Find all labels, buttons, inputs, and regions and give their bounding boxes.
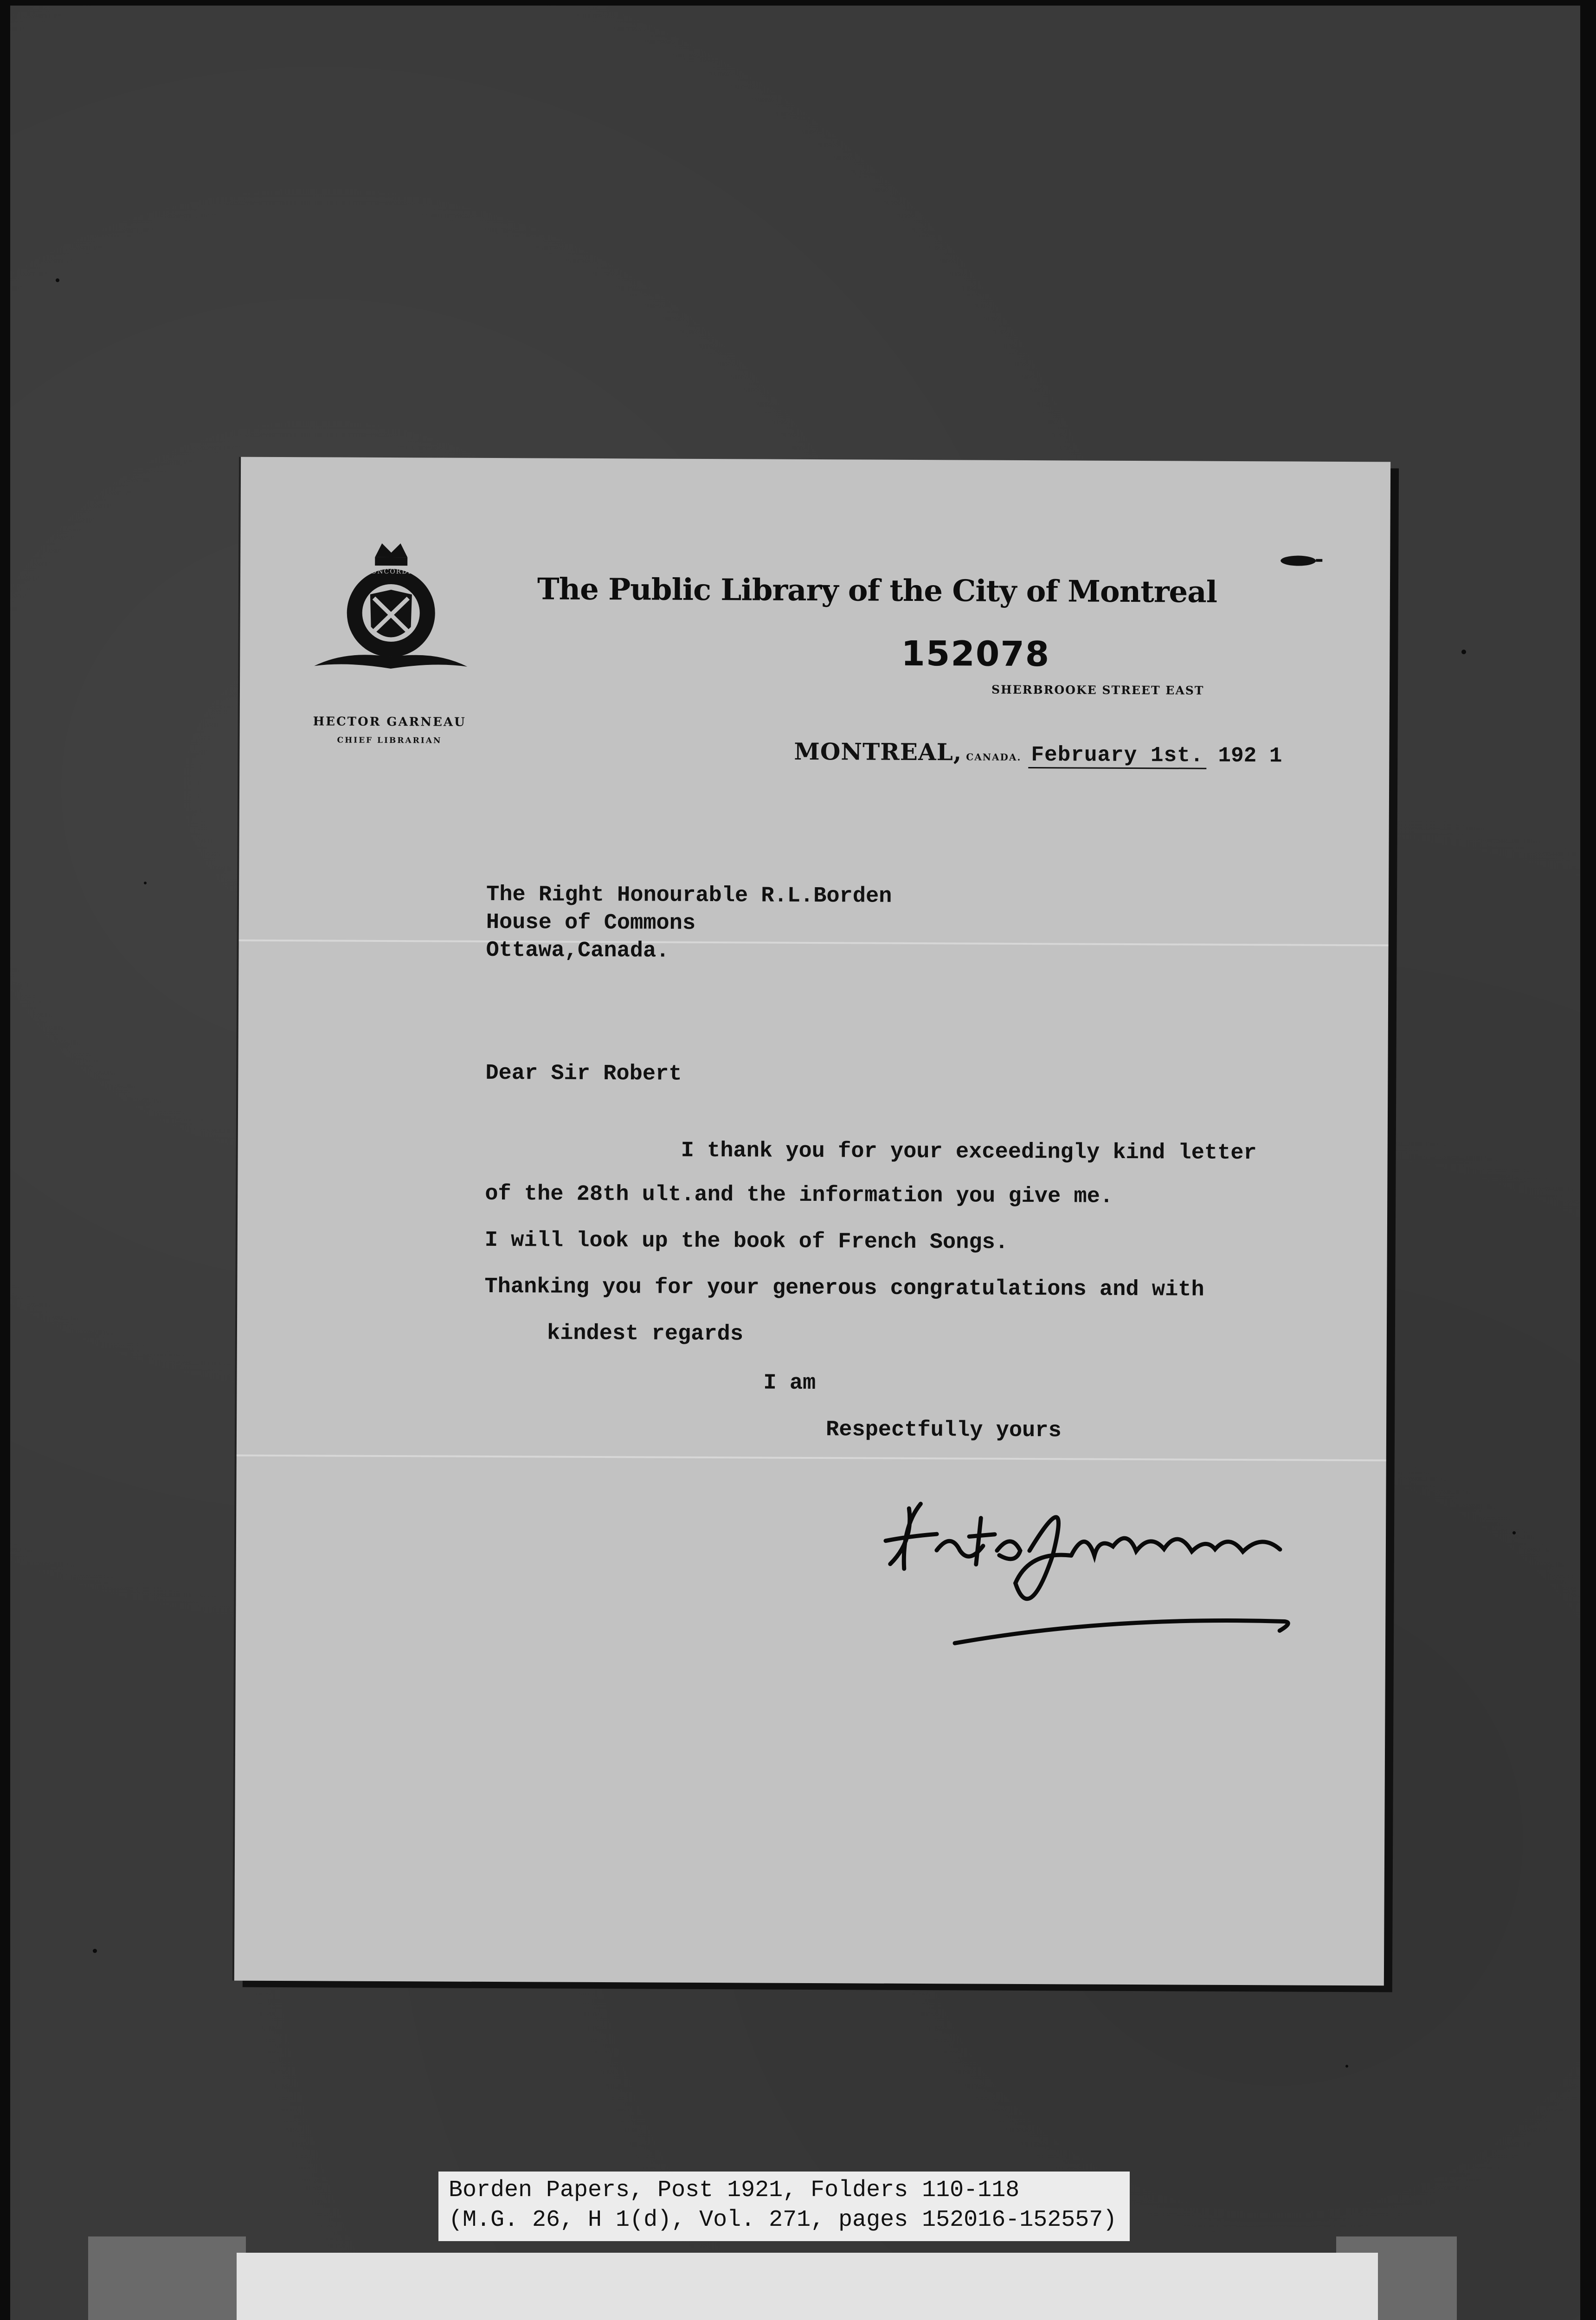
film-speck xyxy=(1512,1531,1516,1534)
ink-mark-icon xyxy=(1280,553,1324,568)
film-speck xyxy=(93,1949,97,1953)
body-line-5: kindest regards xyxy=(547,1321,744,1347)
chief-title: CHIEF LIBRARIAN xyxy=(337,735,442,746)
street-address: SHERBROOKE STREET EAST xyxy=(991,683,1204,697)
archive-label-line-1: Borden Papers, Post 1921, Folders 110-118 xyxy=(449,2177,1020,2204)
chief-name: HECTOR GARNEAU xyxy=(313,715,466,729)
recipient-line-1: The Right Honourable R.L.Borden xyxy=(486,882,892,909)
film-frame-left xyxy=(0,0,10,2320)
film-speck xyxy=(56,278,59,282)
tape xyxy=(88,2236,246,2320)
signature xyxy=(876,1471,1322,1650)
film-speck xyxy=(144,882,147,884)
recipient-line-2: House of Commons xyxy=(486,910,696,936)
closing: Respectfully yours xyxy=(825,1418,1062,1444)
archive-label-line-2: (M.G. 26, H 1(d), Vol. 271, pages 152016-152557) xyxy=(449,2207,1117,2233)
library-name: The Public Library of the City of Montreal xyxy=(537,572,1217,610)
archive-reference-label xyxy=(438,2172,1130,2241)
archive-card-backing xyxy=(237,2253,1378,2320)
body-line-2: of the 28th ult.and the information you give me. xyxy=(485,1181,1113,1209)
library-crest-icon xyxy=(305,538,477,692)
recipient-line-3: Ottawa,Canada. xyxy=(486,938,669,964)
closing-i-am: I am xyxy=(763,1371,816,1396)
salutation: Dear Sir Robert xyxy=(485,1061,682,1087)
svg-text:CONCORDIA: CONCORDIA xyxy=(365,567,418,576)
dateline xyxy=(794,738,1282,770)
film-frame-right xyxy=(1580,0,1596,2320)
dateline-city: MONTREAL, xyxy=(794,737,962,766)
dateline-year: 192 1 xyxy=(1218,743,1282,768)
dateline-country: CANADA. xyxy=(966,751,1022,763)
body-line-3: I will look up the book of French Songs. xyxy=(484,1228,1009,1255)
film-speck xyxy=(1345,2065,1348,2068)
document-number: 152078 xyxy=(901,633,1050,675)
film-speck xyxy=(1461,650,1466,654)
body-line-4: Thanking you for your generous congratulations and with xyxy=(484,1274,1204,1302)
letter-page xyxy=(234,457,1390,1986)
film-frame-top xyxy=(0,0,1596,6)
dateline-date: February 1st. xyxy=(1028,743,1206,769)
fold-line xyxy=(237,1455,1386,1462)
fold-line xyxy=(239,940,1389,947)
body-line-1: I thank you for your exceedingly kind letter xyxy=(681,1138,1257,1166)
